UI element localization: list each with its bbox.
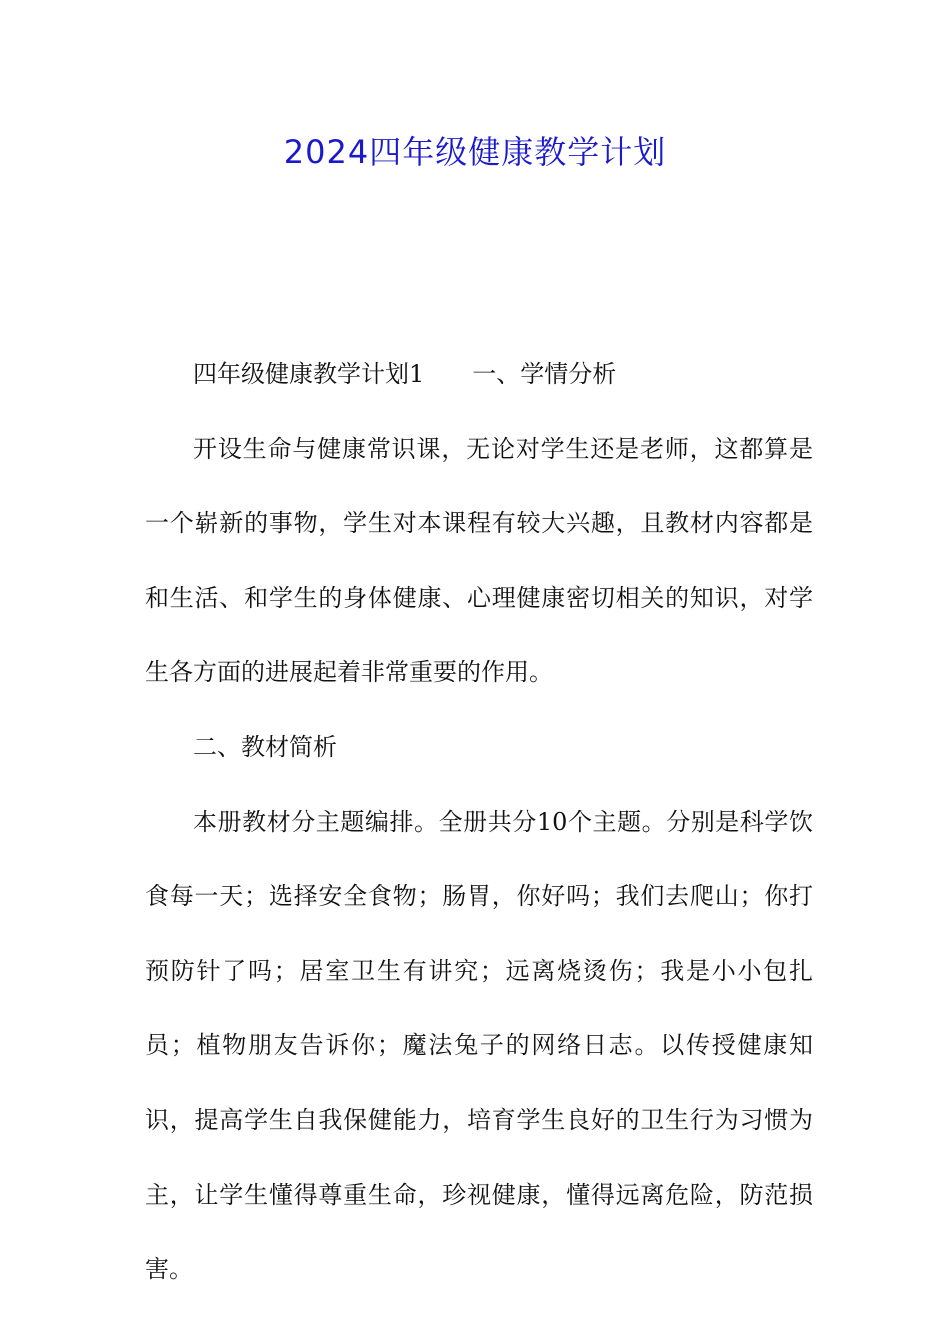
- section2-heading: 二、教材简析: [193, 732, 337, 761]
- intro-line: [145, 337, 813, 412]
- section1-paragraph: 开设生命与健康常识课，无论对学生还是老师，这都算是一个崭新的事物，学生对本课程有较大兴趣，且教材内容都是和生活、和学生的身体健康、心理健康密切相关的知识，对学生各方面的进展起着非常重要的作用。: [145, 434, 813, 687]
- section2-paragraph: 本册教材分主题编排。全册共分10个主题。分别是科学饮食每一天；选择安全食物；肠胃，你好吗；我们去爬山；你打预防针了吗；居室卫生有讲究；远离烧烫伤；我是小小包扎员；植物朋友告诉你；魔法兔子的网络日志。以传授健康知识，提高学生自我保健能力，培育学生良好的卫生行为习惯为主，让学生懂得尊重生命，珍视健康，懂得远离危险，防范损害。: [145, 807, 813, 1284]
- section1-heading: 一、学情分析: [472, 360, 617, 388]
- document-body: [145, 337, 813, 1307]
- document-title: 2024四年级健康教学计划: [283, 133, 667, 171]
- intro-heading: 四年级健康教学计划1: [193, 360, 425, 388]
